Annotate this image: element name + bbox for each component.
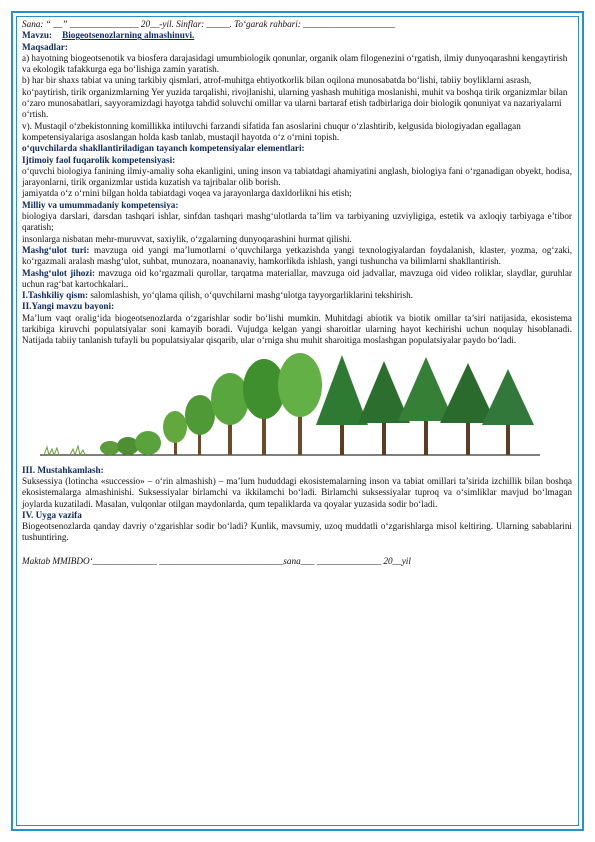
org-text: salomlashish, yo‘qlama qilish, o‘quvchilarni mashg‘ulotga tayyorgarliklarini tekshirish. [90,290,413,301]
lesson-type-text: mavzuga oid yangi ma’lumotlarni o‘quvchilarga yetkazishda yangi texnologiyalardan foydalanish, klaster, yozma, og‘zaki, ko‘rgazmali aralash mashg‘ulot, suhbat, munozara, noananaviy, hamkorlikda ishlash, yangi tushuncha va bilimlarni shakllantirish. [22,244,572,267]
document-body [22,19,572,567]
topic-label: Mavzu: [22,30,53,41]
culture-competency-text-2: insonlarga nisbatan mehr-muruvvat, saxiylik, o‘zgalarning dunyoqarashini hurmat qilishi. [22,233,352,244]
lesson-type-label: Mashg‘ulot turi: [22,244,90,255]
culture-competency-text: biologiya darslari, darsdan tashqari ishlar, sinfdan tashqari mashg‘ulotlarda ta’lim va tarbiyaning uzviyligiga, estetik va axloqiy tarbiyaga e’tibor qaratish; [22,211,572,233]
equipment [22,268,572,291]
science-competency-text-2: jamiyatda o‘z o‘rnini bilgan holda tabiatdagi voqea va jarayonlarga daxldorlikni his etish; [22,188,352,199]
science-competency-heading: Ijtimoiy faol fuqarolik kompetensiyasi: [22,154,176,165]
deciduous-tree-icon [211,353,322,455]
homework-text: Biogeotsenozlarda qanday davriy o‘zgarishlar sodir bo‘ladi? Kunlik, mavsumiy, uzoq muddatli o‘zgarishlarga misol keltiring. Ularning sabablarini tushuntiring. [22,521,572,543]
new-topic-text: Ma’lum vaqt oralig‘ida biogeotsenozlarda o‘zgarishlar sodir bo‘lishi mumkin. Muhitdagi abiotik va biotik omillar ta’siri natijasida, ekosistema tarkibiga kiruvchi populatsiyalar soni kamayib boradi. Vujudga kelgan yangi sharoitlar ularning hayot kechirishi uchun noqulay hisoblanadi. Natijada tabiiy tanlanish tufayli bu populatsiyalar qisqarib, ular o‘rniga shu muhit sharoitiga moslashgan populatsiyalar paydo bo‘ladi. [22,312,572,346]
goal-a: a) hayotning biogeotsenotik va biosfera darajasidagi umumbiologik qonunlar, organik olam filogenezini o‘rgatish, ilmiy dunyoqarashni kengaytirish va ekologik tafakkurga ega bo‘lishiga zamin yaratish. [22,52,568,75]
lesson-type [22,245,572,268]
reinforce-text: Suksessiya (lotincha «successio» – o‘rin almashish) – ma’lum hududdagi ekosistemalarning inson va tabiat omillari ta’sirida izchillik bilan boshqa ekosistemalarga almashinishi. Suksessiyalar birlamchi va ikkilamchi bo‘ladi. Birlamchi suksessiyalar tuproq va o‘simliklar mavjud bo‘lmagan joylarda kuzatiladi. Masalan, vulqonlar otilgan maydonlarda, qum tepaliklarda va qoyalar yuzasida sodir bo‘ladi. [22,475,572,509]
footer-line: Maktab MMIBDO‘______________ ___________________________sana___ ______________ 20__yil [22,555,411,566]
goals-heading: Maqsadlar: [22,41,68,52]
equipment-text: mavzuga oid ko‘rgazmali qurollar, tarqatma materiallar, mavzuga oid jadvallar, mavzuga oid video roliklar, slaydlar, guruhlar uchun rag‘bat kartochkalari.. [22,267,572,289]
topic-title: Biogeotsenozlarning almashinuvi. [62,30,195,41]
new-topic-heading: II.Yangi mavzu bayoni: [22,301,115,312]
young-tree-icon [163,395,215,455]
competencies-heading: o‘quvchilarda shakllantiriladigan tayanch kompetensiyalar elementlari: [22,143,305,154]
science-competency-text: o‘quvchi biologiya fanining ilmiy-amaliy soha ekanligini, uning inson va tabiatdagi ahamiyatini anglash, biologiya fani o‘rganadigan obyekt, hodisa, jarayonlarni, tirik organizmlar ustida kuzatish va tajribalar olib borish. [22,165,572,188]
header-line: Sana: “ __” _______________ 20__-yil. Sinflar: _____. To‘garak rahbari: ____________________ [22,19,396,29]
topic-row [22,30,572,41]
goal-b: b) har bir shaxs tabiat va uning tarkibiy qismlari, atrof-muhitga ehtiyotkorlik bilan oqilona munosabatda bo‘lishi, tabiiy boyliklarni asrash, ko‘paytirish, tirik organizmlarning Yer yuzida tarqalishi, rivojlanishi, ularning yashash muhitiga moslanishi, muhit va boshqa tirik organizmlar bilan o‘zaro munosabatlari, sayyoramizdagi hayotga tahdid soluvchi omillar va ularni bartaraf etish tadbirlariga doir biologik qonuniyat va nazariyalarni o‘rtish. [22,75,568,120]
reinforce-heading: III. Mustahkamlash: [22,464,104,475]
org-label: I.Tashkiliy qism: [22,290,89,301]
homework-heading: IV. Uyga vazifa [22,509,82,520]
grass-icon [44,446,85,455]
org-section [22,290,572,301]
goal-v: v). Mustaqil o‘zbekistonning komillikka intiluvchi farzandi sifatida fan asoslarini chuqur o‘zlashtirib, kelgusida biologiyadan egallagan kompetensiyalariga asoslangan holda kasb tanlab, mustaqil hayotda o‘z o‘rnini topish. [22,120,521,142]
equipment-label: Mashg‘ulot jihozi: [22,267,96,278]
forest-succession-illustration [40,351,560,461]
conifer-tree-icon [316,355,534,455]
culture-competency-heading: Milliy va umummadaniy kompetensiya: [22,199,179,210]
shrub-icon [100,431,161,455]
